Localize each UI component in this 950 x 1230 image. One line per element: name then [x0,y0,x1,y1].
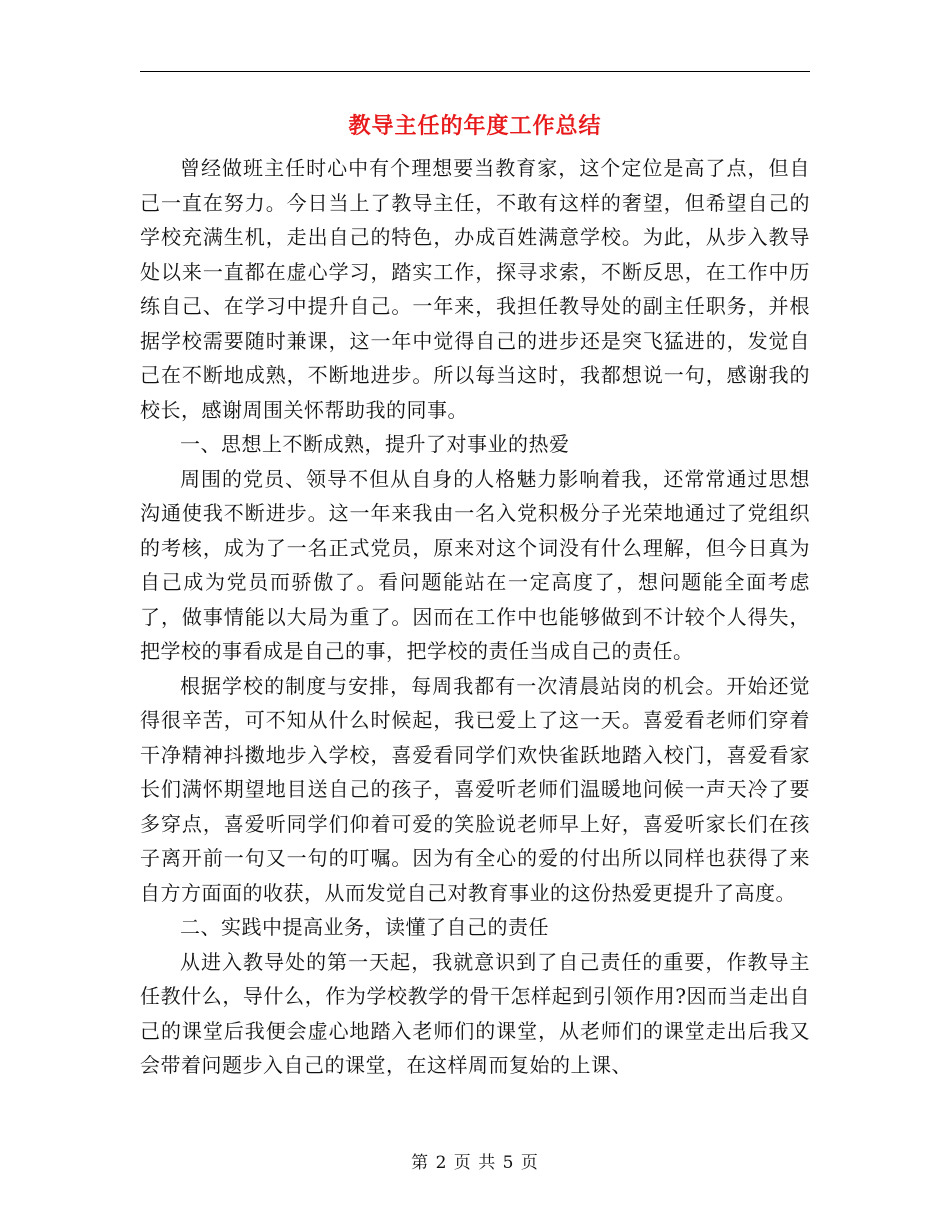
document-body [140,151,810,1083]
section-heading-2: 二、实践中提高业务，读懂了自己的责任 [180,915,549,939]
page-number-footer: 第 2 页 共 5 页 [411,1153,539,1173]
header-rule [140,71,810,72]
paragraph-section-1b: 根据学校的制度与安排，每周我都有一次清晨站岗的机会。开始还觉得很辛苦，可不知从什么时候起，我已爱上了这一天。喜爱看老师们穿着干净精神抖擞地步入学校，喜爱看同学们欢快雀跃地踏入校门，喜爱看家长们满怀期望地目送自己的孩子，喜爱听老师们温暖地问候一声天冷了要多穿点，喜爱听同学们仰着可爱的笑脸说老师早上好，喜爱听家长们在孩子离开前一句又一句的叮嘱。因为有全心的爱的付出所以同样也获得了来自方方面面的收获，从而发觉自己对教育事业的这份热爱更提升了高度。 [140,673,810,905]
paragraph-section-2a: 从进入教导处的第一天起，我就意识到了自己责任的重要，作教导主任教什么，导什么，作为学校教学的骨干怎样起到引领作用?因而当走出自己的课堂后我便会虚心地踏入老师们的课堂，从老师们的课堂走出后我又会带着问题步入自己的课堂，在这样周而复始的上课、 [140,949,810,1077]
document-title: 教导主任的年度工作总结 [348,113,602,139]
paragraph-section-1a: 周围的党员、领导不但从自身的人格魅力影响着我，还常常通过思想沟通使我不断进步。这一年来我由一名入党积极分子光荣地通过了党组织的考核，成为了一名正式党员，原来对这个词没有什么理解，但今日真为自己成为党员而骄傲了。看问题能站在一定高度了，想问题能全面考虑了，做事情能以大局为重了。因而在工作中也能够做到不计较个人得失，把学校的事看成是自己的事，把学校的责任当成自己的责任。 [140,466,810,663]
paragraph-intro: 曾经做班主任时心中有个理想要当教育家，这个定位是高了点，但自己一直在努力。今日当上了教导主任，不敢有这样的奢望，但希望自己的学校充满生机，走出自己的特色，办成百姓满意学校。为此，从步入教导处以来一直都在虚心学习，踏实工作，探寻求索，不断反思，在工作中历练自己、在学习中提升自己。一年来，我担任教导处的副主任职务，并根据学校需要随时兼课，这一年中觉得自己的进步还是突飞猛进的，发觉自己在不断地成熟，不断地进步。所以每当这时，我都想说一句，感谢我的校长，感谢周围关怀帮助我的同事。 [140,156,810,422]
section-heading-1: 一、思想上不断成熟，提升了对事业的热爱 [180,432,570,456]
